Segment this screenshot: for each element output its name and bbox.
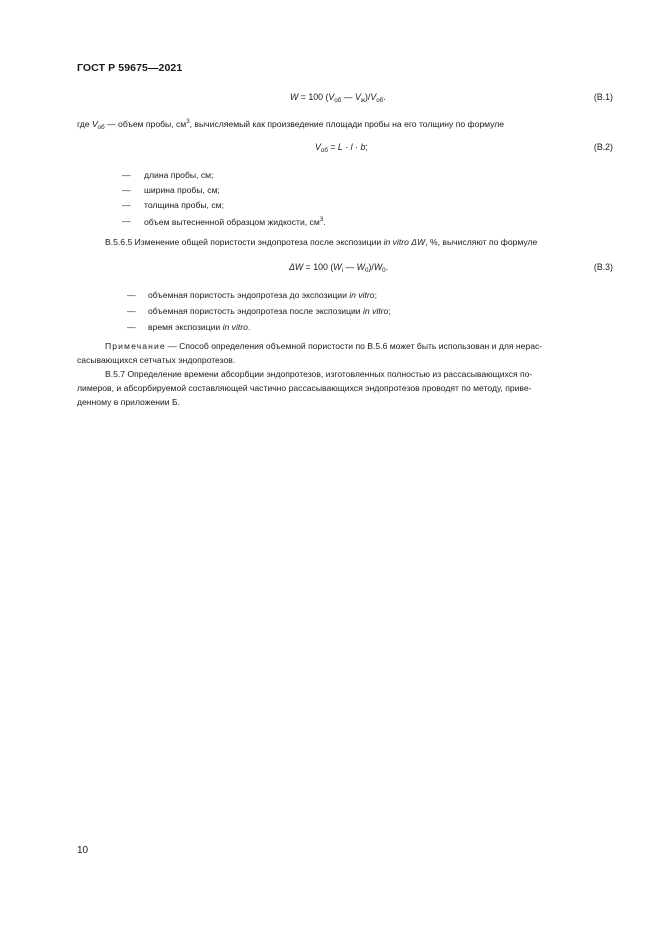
note-line-1: [105, 341, 542, 351]
italic-term: in vitro: [222, 322, 248, 332]
eq-text: —: [342, 262, 357, 272]
eq-subscript: ж: [360, 97, 365, 104]
legend-text: толщина пробы, см;: [144, 200, 224, 210]
italic-term: in vitro: [383, 237, 409, 247]
eq-subscript: 0: [364, 267, 369, 274]
eq-subscript: об: [334, 97, 342, 104]
legend-dash: —: [122, 216, 131, 226]
legend-text-main: объемная пористость эндопротеза до экспозиции: [148, 290, 350, 300]
eq-symbol: l: [350, 142, 353, 152]
eq-text: ·: [342, 142, 351, 152]
definition-text: , вычисляемый как произведение площади пробы на его толщину по формуле: [189, 119, 505, 129]
legend-text: [144, 216, 326, 227]
legend-dash: —: [122, 185, 131, 195]
eq-symbol: W: [356, 262, 365, 272]
punctuation: .: [323, 217, 326, 227]
eq-symbol: W: [333, 262, 342, 272]
definition-text: — объем пробы, см: [104, 119, 187, 129]
eq-text: =: [327, 142, 338, 152]
legend-text: [148, 290, 377, 300]
eq-text: —: [341, 92, 355, 102]
eq-text: = 100 (: [303, 262, 334, 272]
where-prefix: где: [77, 119, 92, 129]
legend-dash: —: [127, 290, 136, 300]
eq-symbol: W: [373, 262, 383, 272]
clause-text: В.5.6.5 Изменение общей пористости эндопротеза после экспозиции: [105, 237, 384, 247]
eq-text: ·: [352, 142, 361, 152]
italic-term: in vitro: [363, 306, 389, 316]
legend-text: [148, 322, 250, 332]
legend-dash: —: [127, 306, 136, 316]
eq-text: )/: [368, 262, 374, 272]
legend-dash: —: [122, 200, 131, 210]
symbol: ΔW: [411, 237, 426, 247]
eq-subscript: об: [320, 147, 328, 154]
legend-text: длина пробы, см;: [144, 170, 214, 180]
superscript: 3: [319, 216, 324, 223]
eq-symbol: ΔW: [289, 262, 304, 272]
equation-b2: [315, 142, 368, 154]
equation-b3: [289, 262, 388, 274]
clause-b57-line-3: денному в приложении Б.: [77, 397, 181, 407]
clause-b565: [105, 237, 537, 247]
eq-text: .: [383, 92, 386, 102]
clause-text: , %, вычисляют по формуле: [425, 237, 538, 247]
page-number: 10: [77, 845, 89, 856]
legend-text: ширина пробы, см;: [144, 185, 220, 195]
document-code: ГОСТ Р 59675—2021: [77, 62, 183, 74]
note-line-2: сасывающихся сетчатых эндопротезов.: [77, 355, 236, 365]
eq-symbol: b: [360, 142, 366, 152]
eq-symbol: V: [354, 92, 361, 102]
eq-text: )/: [364, 92, 371, 102]
eq-subscript: i: [341, 267, 343, 274]
subscript: об: [97, 124, 105, 131]
legend-text-main: объемная пористость эндопротеза после экспозиции: [148, 306, 363, 316]
equation-number-b3: (В.3): [593, 262, 613, 272]
legend-dash: —: [122, 170, 131, 180]
eq-subscript: об: [376, 97, 384, 104]
clause-b57-line-2: лимеров, и абсорбируемой составляющей частично рассасывающихся эндопротезов проводят по методу, приве-: [77, 383, 532, 393]
eq-symbol: L: [337, 142, 343, 152]
legend-text-main: время экспозиции: [148, 322, 223, 332]
note-label: Примечание: [105, 341, 166, 351]
clause-b57-line-1: В.5.7 Определение времени абсорбции эндопротезов, изготовленных полностью из рассасывающихся по-: [105, 369, 533, 379]
legend-text-main: объем вытесненной образцом жидкости, см: [144, 217, 320, 227]
punctuation: .: [247, 322, 251, 332]
eq-text: = 100 (: [298, 92, 329, 102]
punctuation: ;: [388, 306, 391, 316]
superscript: 3: [186, 118, 190, 125]
equation-number-b1: (В.1): [593, 92, 613, 102]
eq-text: ;: [365, 142, 368, 152]
eq-symbol: W: [290, 92, 299, 102]
definition-vob: [77, 118, 504, 131]
eq-text: .: [385, 262, 389, 272]
note-text: — Способ определения объемной пористости по В.5.6 может быть использован и для нерас-: [165, 341, 543, 351]
legend-text: [148, 306, 391, 316]
eq-symbol: V: [370, 92, 377, 102]
legend-dash: —: [127, 322, 136, 332]
symbol: V: [91, 119, 98, 129]
eq-symbol: V: [315, 142, 321, 152]
punctuation: ;: [374, 290, 377, 300]
equation-number-b2: (В.2): [593, 142, 613, 152]
equation-b1: [290, 92, 386, 104]
eq-symbol: V: [328, 92, 335, 102]
italic-term: in vitro: [349, 290, 375, 300]
eq-subscript: 0: [382, 267, 386, 274]
